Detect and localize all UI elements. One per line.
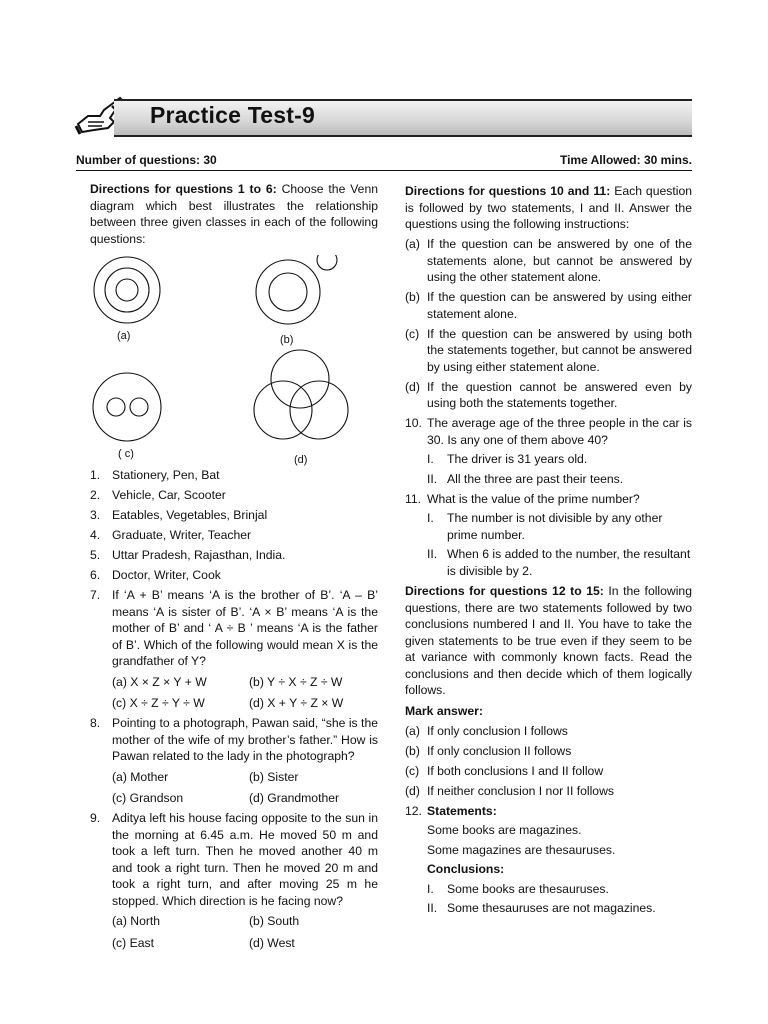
question-text: The average age of the three people in the car is 30. Is any one of them above 40? xyxy=(427,416,692,447)
directions-12-15 xyxy=(405,583,692,699)
instruction-item xyxy=(405,326,692,376)
question-item xyxy=(90,467,378,484)
venn-label-a: (a) xyxy=(117,330,131,342)
question-text: Uttar Pradesh, Rajasthan, India. xyxy=(112,548,286,562)
test-meta xyxy=(76,153,692,171)
option-b: (b) Sister xyxy=(249,769,299,784)
statement-item xyxy=(427,451,692,468)
instruction-item xyxy=(405,236,692,286)
question-number: 11. xyxy=(405,491,422,506)
question-number: 1. xyxy=(90,468,101,482)
question-text: Stationery, Pen, Bat xyxy=(112,468,220,482)
question-item xyxy=(90,527,378,544)
question-item xyxy=(90,547,378,564)
question-text: Doctor, Writer, Cook xyxy=(112,568,221,582)
statement-label: I. xyxy=(427,511,434,525)
answer-label: (d) xyxy=(405,783,420,798)
option-d: (d) Grandmother xyxy=(249,791,340,805)
mark-answer-heading: Mark answer: xyxy=(405,703,483,718)
question-text: Vehicle, Car, Scooter xyxy=(112,488,226,502)
conclusions-heading-row xyxy=(427,861,692,878)
instruction-label: (b) xyxy=(405,290,420,304)
questions-1-6 xyxy=(90,467,378,584)
question-item xyxy=(90,507,378,524)
number-of-questions: Number of questions: 30 xyxy=(76,153,217,167)
option-c: (c) X ÷ Z ÷ Y ÷ W xyxy=(112,696,205,710)
option-b: (b) South xyxy=(249,914,300,928)
question-item xyxy=(90,567,378,584)
question-8-options xyxy=(112,769,378,807)
question-10 xyxy=(405,415,692,448)
venn-label-d: (d) xyxy=(294,454,308,466)
right-column xyxy=(405,183,692,917)
directions-10-11 xyxy=(405,183,692,233)
option-c: (c) Grandson xyxy=(112,791,184,805)
question-text: Graduate, Writer, Teacher xyxy=(112,528,252,542)
directions-10-11-heading: Directions for questions 10 and 11: xyxy=(405,184,611,198)
venn-label-c: ( c) xyxy=(118,448,134,460)
question-number: 4. xyxy=(90,528,101,542)
instruction-text: If the question cannot be answered even by using both the statements together. xyxy=(427,379,692,410)
question-number: 5. xyxy=(90,548,101,562)
page-header xyxy=(74,96,692,140)
statement-text: The driver is 31 years old. xyxy=(447,452,588,466)
instruction-label: (a) xyxy=(405,237,420,251)
statement-label: II. xyxy=(427,547,438,561)
question-7-options xyxy=(112,674,378,712)
question-9-options xyxy=(112,913,378,951)
question-number: 2. xyxy=(90,488,101,502)
answer-label: (a) xyxy=(405,723,420,738)
left-column xyxy=(90,181,378,951)
question-text: If ‘A + B’ means ‘A is the brother of B’. ‘A – B’ means ‘A is sister of B’. ‘A × B’ means ‘A is the mother of B’ and ‘ A ÷ B ’ means ‘A is the father of B’. Which of the following would mean X is the grandfather of Y? xyxy=(112,588,378,668)
venn-diagram-b xyxy=(256,255,337,324)
venn-label-b: (b) xyxy=(280,334,294,346)
answer-item xyxy=(405,763,692,780)
question-number: 6. xyxy=(90,568,101,582)
conclusion-text: Some books are thesauruses. xyxy=(447,881,609,896)
conclusion-label: I. xyxy=(427,881,434,896)
question-number: 9. xyxy=(90,811,101,825)
question-9 xyxy=(90,810,378,909)
answer-text: If only conclusion II follows xyxy=(427,743,572,758)
venn-diagram-figure xyxy=(90,255,378,465)
instruction-label: (c) xyxy=(405,326,420,341)
instruction-label: (d) xyxy=(405,379,420,394)
conclusion-item xyxy=(427,881,692,898)
statement-label: II. xyxy=(427,471,438,486)
conclusion-label: II. xyxy=(427,901,438,915)
instruction-text: If the question can be answered by using either statement alone. xyxy=(427,290,692,321)
conclusions-heading: Conclusions: xyxy=(427,862,505,876)
directions-12-15-heading: Directions for questions 12 to 15: xyxy=(405,584,604,598)
statement-line: Some books are magazines. xyxy=(427,823,582,837)
statement-text: The number is not divisible by any other prime number. xyxy=(447,511,663,542)
statements-heading: Statements: xyxy=(427,803,497,818)
question-item xyxy=(90,487,378,504)
page-title: Practice Test-9 xyxy=(150,102,315,128)
question-8 xyxy=(90,715,378,765)
directions-1-6 xyxy=(90,181,378,247)
option-d: (d) West xyxy=(249,935,295,950)
question-7 xyxy=(90,587,378,670)
directions-1-6-heading: Directions for questions 1 to 6: xyxy=(90,182,277,196)
answer-item xyxy=(405,723,692,740)
question-number: 3. xyxy=(90,508,101,522)
question-number: 10. xyxy=(405,416,422,430)
instruction-text: If the question can be answered by one of the statements alone, but cannot be answered by using the other statement alone. xyxy=(427,237,692,284)
conclusion-text: Some thesauruses are not magazines. xyxy=(447,901,656,915)
statement-item xyxy=(427,546,692,579)
instruction-text: If the question can be answered by using both the statements together, but cannot be answered by using either statement alone. xyxy=(427,326,692,374)
option-b: (b) Y ÷ X ÷ Z ÷ W xyxy=(249,674,343,689)
question-text: Pointing to a photograph, Pawan said, “she is the mother of the wife of my brother’s father.” How is Pawan related to the lady in the photograph? xyxy=(112,716,378,763)
answer-label: (b) xyxy=(405,743,420,758)
question-number: 7. xyxy=(90,588,101,602)
answer-item xyxy=(405,783,692,800)
option-a: (a) X × Z × Y + W xyxy=(112,674,207,689)
question-text: Aditya left his house facing opposite to the sun in the morning at 6.45 a.m. He moved 50 m and took a left turn. Then he moved another 40 m and took a right turn. Then he moved 20 m and took a right turn, and after moving 25 m he stopped. Which direction is he facing now? xyxy=(112,811,378,908)
question-11 xyxy=(405,491,692,508)
question-number: 12. xyxy=(405,803,422,818)
instruction-item xyxy=(405,379,692,412)
answer-text: If both conclusions I and II follow xyxy=(427,763,604,778)
question-text: What is the value of the prime number? xyxy=(427,491,640,506)
statement-text: When 6 is added to the number, the resultant is divisible by 2. xyxy=(447,547,691,578)
answer-text: If neither conclusion I nor II follows xyxy=(427,783,614,798)
option-a: (a) Mother xyxy=(112,769,169,784)
question-number: 8. xyxy=(90,716,101,730)
time-allowed: Time Allowed: 30 mins. xyxy=(559,153,692,167)
venn-diagram-c xyxy=(93,373,161,441)
answer-item xyxy=(405,743,692,760)
directions-10-11-text: Each question is followed by two statements, I and II. Answer the questions using the following instructions: xyxy=(405,184,692,231)
answer-label: (c) xyxy=(405,763,420,778)
directions-1-6-text: Choose the Venn diagram which best illustrates the relationship between three given classes in each of the following questions: xyxy=(90,182,378,246)
option-c: (c) East xyxy=(112,935,154,950)
venn-diagram-a xyxy=(94,257,160,323)
option-d: (d) X + Y ÷ Z × W xyxy=(249,696,344,710)
statement-line: Some magazines are thesauruses. xyxy=(427,842,616,857)
venn-diagrams xyxy=(90,255,378,466)
question-12 xyxy=(405,803,692,820)
statement-label: I. xyxy=(427,452,434,466)
conclusion-item xyxy=(427,900,692,917)
venn-diagram-d xyxy=(254,350,348,439)
statement-text: All the three are past their teens. xyxy=(447,471,624,486)
directions-12-15-text: In the following questions, there are two statements followed by two conclusions numbered I and II. You have to take the given statements to be true even if they seem to be at variance with commonly known facts. Read the conclusions and then decide which of them logically follows. xyxy=(405,584,692,697)
option-a: (a) North xyxy=(112,914,161,928)
answer-text: If only conclusion I follows xyxy=(427,723,568,738)
statement-item xyxy=(427,510,692,543)
instruction-item xyxy=(405,289,692,322)
statement-item xyxy=(427,471,692,488)
question-text: Eatables, Vegetables, Brinjal xyxy=(112,508,268,522)
